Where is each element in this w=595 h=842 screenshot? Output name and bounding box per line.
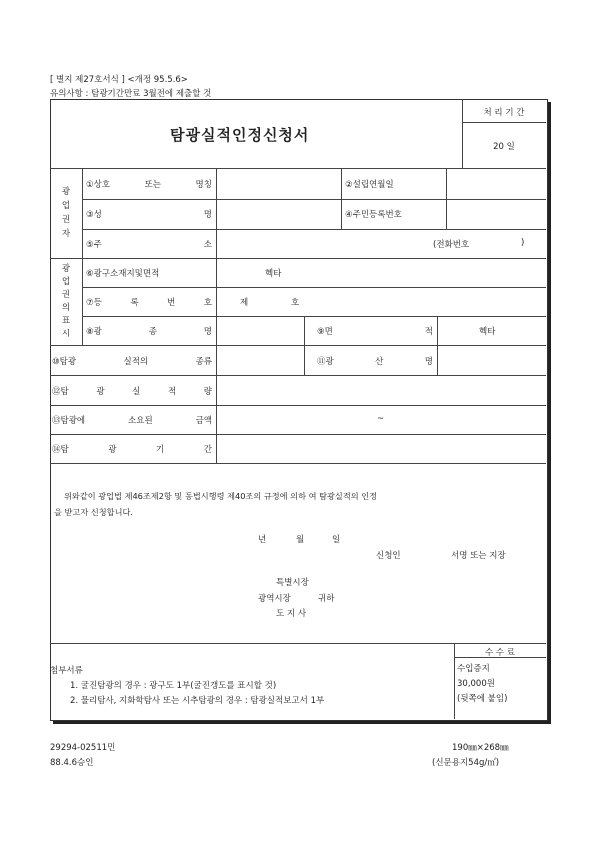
recipient-metro-city: 광역시장 [258,594,291,604]
fee-note: (뒷쪽에 붙임) [457,694,508,704]
date-year: 년 [258,535,267,545]
section-rights-holder: 광 업 권 자 [61,187,71,239]
label-mine-location-area: ⑥광구소재지및면적 [86,269,160,279]
label-address: ⑤주 소 [86,240,212,250]
footer-approval: 88.4.6승인 [50,758,94,768]
label-exploration-amount: ⑫탐 광 실 적 량 [52,387,212,397]
label-range-tilde: ~ [377,414,385,424]
date-month: 월 [296,535,305,545]
footer-form-code: 29294-02511민 [50,743,116,753]
declaration-line-1: 위와같이 광업법 제46조제2항 및 동법시행령 제40조의 규정에 의하 여 탐광실적의 인정 [64,491,378,501]
applicant-label: 신청인 [376,551,401,561]
label-registration-number: ⑦등 록 번 호 [86,298,212,308]
label-person-name: ③성 명 [86,210,212,220]
label-exploration-type: ⑩탐광 실적의 종류 [52,357,212,367]
attachment-item-1: 1. 굴진탐광의 경우 : 광구도 1부(굴진갱도를 표시할 것) [70,681,277,691]
label-area: ⑨면 적 [317,327,433,337]
label-company-name: ①상호 또는 명칭 [86,180,212,190]
submission-notice: 유의사항 : 탐광기간만료 3월전에 제출할 것 [50,89,212,99]
attachment-item-2: 2. 물리탐사, 지화학탐사 또는 시추탐광의 경우 : 탐광실적보고서 1부 [70,696,325,706]
date-day: 일 [332,535,341,545]
label-mine-name: ⑪광 산 명 [317,357,433,367]
form-frame [50,99,548,721]
declaration-line-2: 을 받고자 신청합니다. [54,507,133,517]
label-reg-prefix: 제 [240,298,249,308]
label-exploration-period: ⑭탐 광 기 간 [52,445,212,455]
form-title: 탐광실적인정신청서 [170,126,310,144]
processing-period-label: 처 리 기 간 [483,108,525,118]
label-mineral-name: ⑧광 종 명 [86,327,212,337]
label-reg-suffix: 호 [291,298,300,308]
recipient-governor: 도 지 사 [276,609,307,619]
label-hectare: 헥타 [265,269,282,279]
fee-stamp: 수입증지 [457,664,490,674]
footer-paper-type: (신문용지54g/㎡) [432,758,500,768]
label-area-unit: 헥타 [479,327,496,337]
label-phone: (전화번호 [433,240,470,250]
recipient-special-city: 특별시장 [276,578,309,588]
footer-paper-size: 190㎜×268㎜ [452,743,509,753]
recipient-honorific: 귀하 [318,594,335,604]
attachments-title: 첨부서류 [50,666,83,676]
fee-amount: 30,000원 [457,679,495,689]
processing-period-value: 20 일 [493,142,515,152]
label-establish-date: ②설립연월일 [345,180,394,190]
section-rights-display: 광 업 권 의 표 시 [61,263,71,339]
fee-label: 수 수 료 [484,648,516,658]
form-number: [ 별지 제27호서식 ] <개정 95.5.6> [50,75,188,85]
label-exploration-cost: ⑬탐광에 소요된 금액 [52,416,212,426]
signature-label: 서명 또는 지장 [451,551,506,561]
label-phone-close: ) [521,238,525,248]
label-resident-number: ④주민등록번호 [345,210,402,220]
